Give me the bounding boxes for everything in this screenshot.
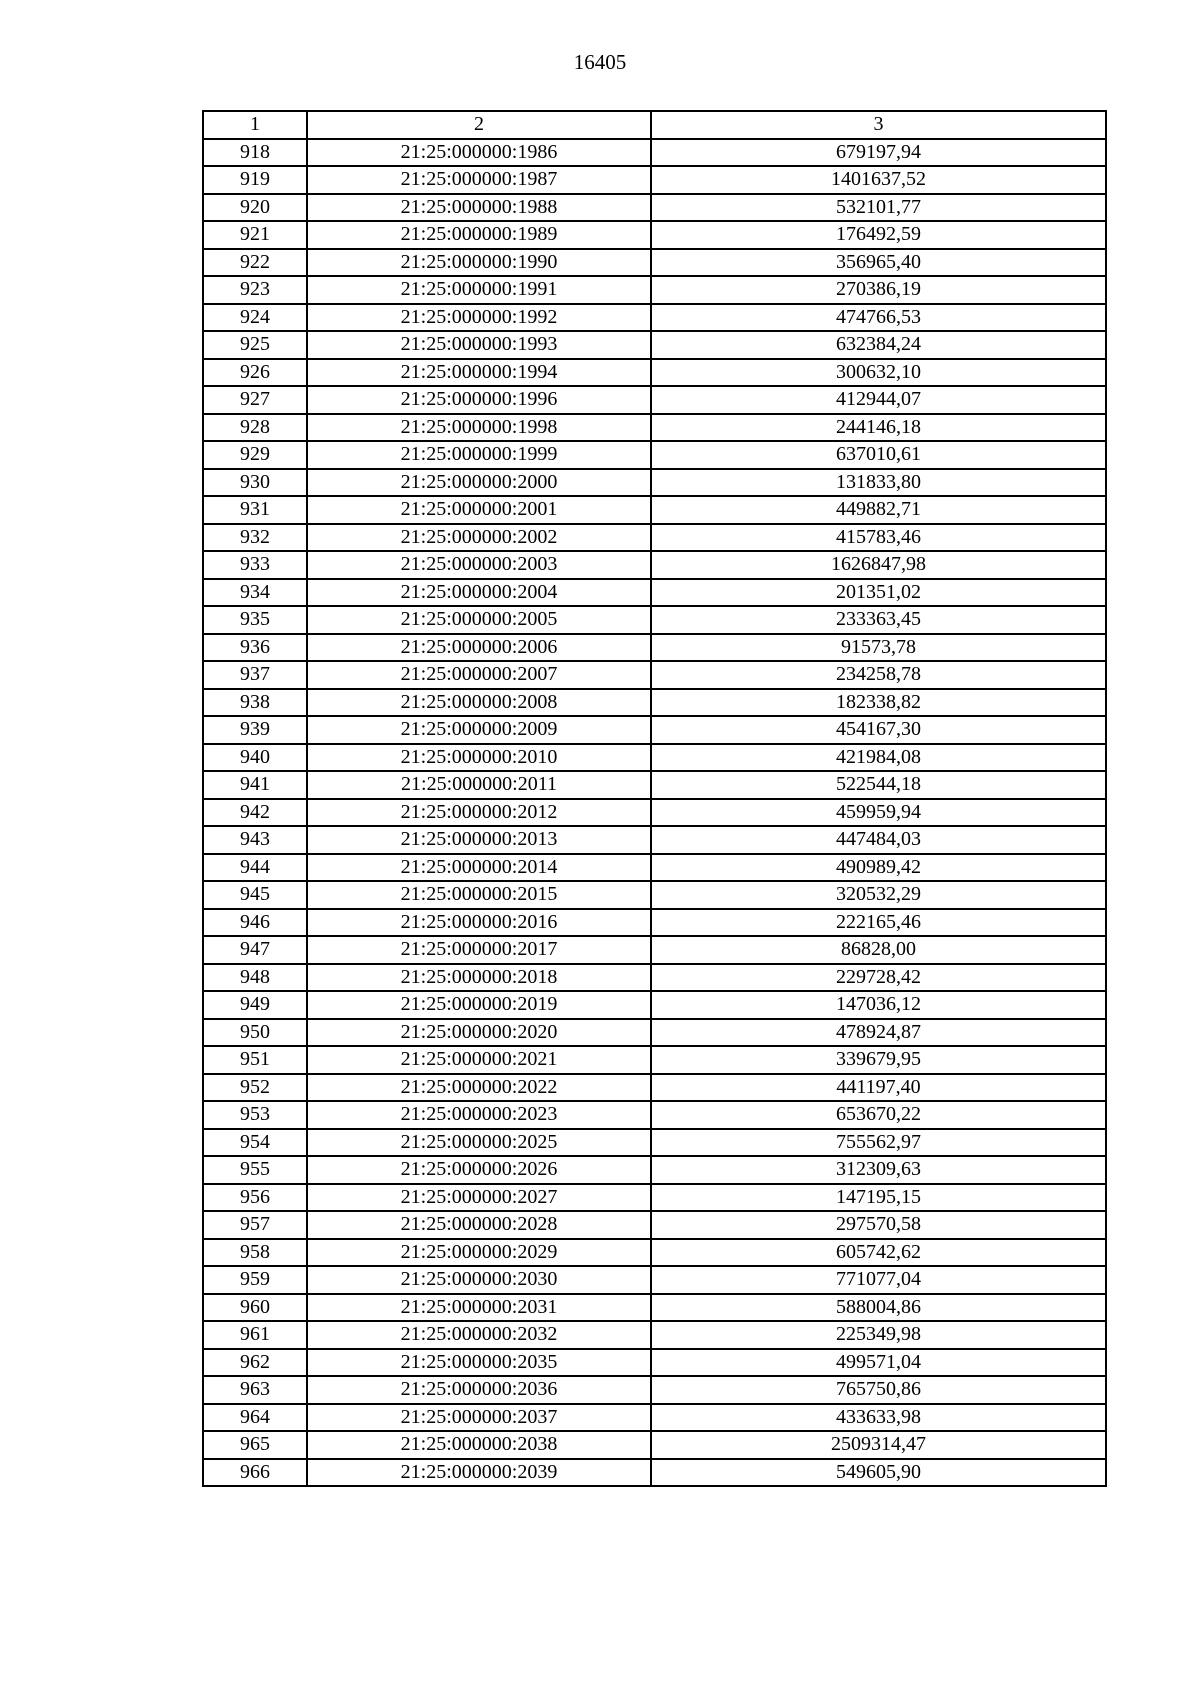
row-number-cell: 937 bbox=[203, 661, 307, 689]
value-cell: 679197,94 bbox=[651, 139, 1106, 167]
value-cell: 234258,78 bbox=[651, 661, 1106, 689]
cadastral-number-cell: 21:25:000000:2016 bbox=[307, 909, 651, 937]
cadastral-number-cell: 21:25:000000:1991 bbox=[307, 276, 651, 304]
table-row bbox=[203, 1431, 1106, 1459]
value-cell: 632384,24 bbox=[651, 331, 1106, 359]
table-row bbox=[203, 1046, 1106, 1074]
value-cell: 270386,19 bbox=[651, 276, 1106, 304]
cadastral-number-cell: 21:25:000000:2020 bbox=[307, 1019, 651, 1047]
table-row bbox=[203, 689, 1106, 717]
cadastral-number-cell: 21:25:000000:2015 bbox=[307, 881, 651, 909]
table-row bbox=[203, 826, 1106, 854]
table-row bbox=[203, 441, 1106, 469]
cadastral-number-cell: 21:25:000000:2013 bbox=[307, 826, 651, 854]
cadastral-number-cell: 21:25:000000:2003 bbox=[307, 551, 651, 579]
row-number-cell: 957 bbox=[203, 1211, 307, 1239]
value-cell: 449882,71 bbox=[651, 496, 1106, 524]
data-table bbox=[202, 110, 1107, 1487]
row-number-cell: 952 bbox=[203, 1074, 307, 1102]
cadastral-number-cell: 21:25:000000:1987 bbox=[307, 166, 651, 194]
table-row bbox=[203, 1321, 1106, 1349]
value-cell: 771077,04 bbox=[651, 1266, 1106, 1294]
cadastral-number-cell: 21:25:000000:2036 bbox=[307, 1376, 651, 1404]
value-cell: 415783,46 bbox=[651, 524, 1106, 552]
cadastral-number-cell: 21:25:000000:2031 bbox=[307, 1294, 651, 1322]
cadastral-number-cell: 21:25:000000:2010 bbox=[307, 744, 651, 772]
cadastral-number-cell: 21:25:000000:2025 bbox=[307, 1129, 651, 1157]
row-number-cell: 920 bbox=[203, 194, 307, 222]
table-row bbox=[203, 854, 1106, 882]
value-cell: 765750,86 bbox=[651, 1376, 1106, 1404]
cadastral-number-cell: 21:25:000000:2030 bbox=[307, 1266, 651, 1294]
row-number-cell: 939 bbox=[203, 716, 307, 744]
table-row bbox=[203, 469, 1106, 497]
value-cell: 474766,53 bbox=[651, 304, 1106, 332]
value-cell: 147036,12 bbox=[651, 991, 1106, 1019]
value-cell: 233363,45 bbox=[651, 606, 1106, 634]
row-number-cell: 950 bbox=[203, 1019, 307, 1047]
table-row bbox=[203, 331, 1106, 359]
value-cell: 499571,04 bbox=[651, 1349, 1106, 1377]
table-header-row bbox=[203, 111, 1106, 139]
row-number-cell: 940 bbox=[203, 744, 307, 772]
cadastral-number-cell: 21:25:000000:1996 bbox=[307, 386, 651, 414]
cadastral-number-cell: 21:25:000000:2007 bbox=[307, 661, 651, 689]
row-number-cell: 959 bbox=[203, 1266, 307, 1294]
cadastral-number-cell: 21:25:000000:2029 bbox=[307, 1239, 651, 1267]
row-number-cell: 928 bbox=[203, 414, 307, 442]
cadastral-number-cell: 21:25:000000:2038 bbox=[307, 1431, 651, 1459]
table-row bbox=[203, 304, 1106, 332]
row-number-cell: 953 bbox=[203, 1101, 307, 1129]
cadastral-number-cell: 21:25:000000:2039 bbox=[307, 1459, 651, 1487]
table-row bbox=[203, 1101, 1106, 1129]
row-number-cell: 919 bbox=[203, 166, 307, 194]
value-cell: 522544,18 bbox=[651, 771, 1106, 799]
value-cell: 412944,07 bbox=[651, 386, 1106, 414]
row-number-cell: 918 bbox=[203, 139, 307, 167]
table-header bbox=[203, 111, 1106, 139]
cadastral-number-cell: 21:25:000000:2009 bbox=[307, 716, 651, 744]
table-row bbox=[203, 496, 1106, 524]
value-cell: 637010,61 bbox=[651, 441, 1106, 469]
row-number-cell: 948 bbox=[203, 964, 307, 992]
table-row bbox=[203, 991, 1106, 1019]
cadastral-number-cell: 21:25:000000:1994 bbox=[307, 359, 651, 387]
value-cell: 421984,08 bbox=[651, 744, 1106, 772]
cadastral-number-cell: 21:25:000000:2019 bbox=[307, 991, 651, 1019]
cadastral-number-cell: 21:25:000000:2028 bbox=[307, 1211, 651, 1239]
row-number-cell: 965 bbox=[203, 1431, 307, 1459]
value-cell: 201351,02 bbox=[651, 579, 1106, 607]
row-number-cell: 933 bbox=[203, 551, 307, 579]
row-number-cell: 943 bbox=[203, 826, 307, 854]
cadastral-number-cell: 21:25:000000:2022 bbox=[307, 1074, 651, 1102]
row-number-cell: 954 bbox=[203, 1129, 307, 1157]
column-header-1: 1 bbox=[203, 111, 307, 139]
value-cell: 447484,03 bbox=[651, 826, 1106, 854]
cadastral-number-cell: 21:25:000000:2011 bbox=[307, 771, 651, 799]
row-number-cell: 929 bbox=[203, 441, 307, 469]
cadastral-number-cell: 21:25:000000:2001 bbox=[307, 496, 651, 524]
value-cell: 300632,10 bbox=[651, 359, 1106, 387]
cadastral-number-cell: 21:25:000000:2027 bbox=[307, 1184, 651, 1212]
value-cell: 222165,46 bbox=[651, 909, 1106, 937]
row-number-cell: 961 bbox=[203, 1321, 307, 1349]
table-row bbox=[203, 1019, 1106, 1047]
table-row bbox=[203, 524, 1106, 552]
table-row bbox=[203, 276, 1106, 304]
table-row bbox=[203, 1459, 1106, 1487]
value-cell: 320532,29 bbox=[651, 881, 1106, 909]
cadastral-number-cell: 21:25:000000:2021 bbox=[307, 1046, 651, 1074]
table-row bbox=[203, 414, 1106, 442]
table-row bbox=[203, 771, 1106, 799]
row-number-cell: 964 bbox=[203, 1404, 307, 1432]
value-cell: 433633,98 bbox=[651, 1404, 1106, 1432]
table-row bbox=[203, 1294, 1106, 1322]
cadastral-number-cell: 21:25:000000:2037 bbox=[307, 1404, 651, 1432]
row-number-cell: 935 bbox=[203, 606, 307, 634]
row-number-cell: 926 bbox=[203, 359, 307, 387]
value-cell: 225349,98 bbox=[651, 1321, 1106, 1349]
row-number-cell: 951 bbox=[203, 1046, 307, 1074]
row-number-cell: 966 bbox=[203, 1459, 307, 1487]
value-cell: 2509314,47 bbox=[651, 1431, 1106, 1459]
table-row bbox=[203, 1266, 1106, 1294]
value-cell: 588004,86 bbox=[651, 1294, 1106, 1322]
row-number-cell: 962 bbox=[203, 1349, 307, 1377]
cadastral-number-cell: 21:25:000000:2018 bbox=[307, 964, 651, 992]
table-row bbox=[203, 1349, 1106, 1377]
value-cell: 1626847,98 bbox=[651, 551, 1106, 579]
table-row bbox=[203, 1404, 1106, 1432]
value-cell: 244146,18 bbox=[651, 414, 1106, 442]
cadastral-number-cell: 21:25:000000:2012 bbox=[307, 799, 651, 827]
value-cell: 1401637,52 bbox=[651, 166, 1106, 194]
table-row bbox=[203, 1211, 1106, 1239]
table-row bbox=[203, 221, 1106, 249]
value-cell: 605742,62 bbox=[651, 1239, 1106, 1267]
row-number-cell: 921 bbox=[203, 221, 307, 249]
row-number-cell: 922 bbox=[203, 249, 307, 277]
cadastral-number-cell: 21:25:000000:2006 bbox=[307, 634, 651, 662]
value-cell: 229728,42 bbox=[651, 964, 1106, 992]
row-number-cell: 958 bbox=[203, 1239, 307, 1267]
row-number-cell: 960 bbox=[203, 1294, 307, 1322]
cadastral-number-cell: 21:25:000000:2005 bbox=[307, 606, 651, 634]
row-number-cell: 941 bbox=[203, 771, 307, 799]
row-number-cell: 931 bbox=[203, 496, 307, 524]
row-number-cell: 923 bbox=[203, 276, 307, 304]
value-cell: 459959,94 bbox=[651, 799, 1106, 827]
value-cell: 441197,40 bbox=[651, 1074, 1106, 1102]
table-row bbox=[203, 1239, 1106, 1267]
table-row bbox=[203, 744, 1106, 772]
cadastral-number-cell: 21:25:000000:1986 bbox=[307, 139, 651, 167]
row-number-cell: 924 bbox=[203, 304, 307, 332]
table-row bbox=[203, 551, 1106, 579]
cadastral-number-cell: 21:25:000000:1998 bbox=[307, 414, 651, 442]
cadastral-number-cell: 21:25:000000:2002 bbox=[307, 524, 651, 552]
value-cell: 176492,59 bbox=[651, 221, 1106, 249]
table-row bbox=[203, 1156, 1106, 1184]
cadastral-number-cell: 21:25:000000:2017 bbox=[307, 936, 651, 964]
value-cell: 339679,95 bbox=[651, 1046, 1106, 1074]
value-cell: 490989,42 bbox=[651, 854, 1106, 882]
value-cell: 312309,63 bbox=[651, 1156, 1106, 1184]
value-cell: 182338,82 bbox=[651, 689, 1106, 717]
value-cell: 532101,77 bbox=[651, 194, 1106, 222]
table-row bbox=[203, 579, 1106, 607]
column-header-2: 2 bbox=[307, 111, 651, 139]
cadastral-number-cell: 21:25:000000:2026 bbox=[307, 1156, 651, 1184]
table-row bbox=[203, 716, 1106, 744]
table-row bbox=[203, 139, 1106, 167]
cadastral-number-cell: 21:25:000000:2032 bbox=[307, 1321, 651, 1349]
row-number-cell: 949 bbox=[203, 991, 307, 1019]
value-cell: 131833,80 bbox=[651, 469, 1106, 497]
row-number-cell: 942 bbox=[203, 799, 307, 827]
value-cell: 755562,97 bbox=[651, 1129, 1106, 1157]
table-row bbox=[203, 386, 1106, 414]
table-row bbox=[203, 881, 1106, 909]
value-cell: 86828,00 bbox=[651, 936, 1106, 964]
table-row bbox=[203, 964, 1106, 992]
row-number-cell: 930 bbox=[203, 469, 307, 497]
row-number-cell: 963 bbox=[203, 1376, 307, 1404]
table-row bbox=[203, 606, 1106, 634]
cadastral-number-cell: 21:25:000000:1989 bbox=[307, 221, 651, 249]
table-row bbox=[203, 1184, 1106, 1212]
page-number: 16405 bbox=[573, 50, 627, 74]
cadastral-number-cell: 21:25:000000:1993 bbox=[307, 331, 651, 359]
cadastral-number-cell: 21:25:000000:2014 bbox=[307, 854, 651, 882]
value-cell: 91573,78 bbox=[651, 634, 1106, 662]
value-cell: 478924,87 bbox=[651, 1019, 1106, 1047]
cadastral-number-cell: 21:25:000000:1990 bbox=[307, 249, 651, 277]
row-number-cell: 947 bbox=[203, 936, 307, 964]
table-row bbox=[203, 359, 1106, 387]
cadastral-number-cell: 21:25:000000:2008 bbox=[307, 689, 651, 717]
table-row bbox=[203, 1376, 1106, 1404]
value-cell: 147195,15 bbox=[651, 1184, 1106, 1212]
value-cell: 454167,30 bbox=[651, 716, 1106, 744]
row-number-cell: 944 bbox=[203, 854, 307, 882]
row-number-cell: 932 bbox=[203, 524, 307, 552]
row-number-cell: 938 bbox=[203, 689, 307, 717]
table-row bbox=[203, 249, 1106, 277]
table-row bbox=[203, 634, 1106, 662]
table-row bbox=[203, 194, 1106, 222]
row-number-cell: 927 bbox=[203, 386, 307, 414]
table-row bbox=[203, 799, 1106, 827]
table-row bbox=[203, 909, 1106, 937]
row-number-cell: 936 bbox=[203, 634, 307, 662]
value-cell: 356965,40 bbox=[651, 249, 1106, 277]
table-row bbox=[203, 661, 1106, 689]
value-cell: 297570,58 bbox=[651, 1211, 1106, 1239]
row-number-cell: 934 bbox=[203, 579, 307, 607]
column-header-3: 3 bbox=[651, 111, 1106, 139]
cadastral-number-cell: 21:25:000000:2023 bbox=[307, 1101, 651, 1129]
cadastral-number-cell: 21:25:000000:2035 bbox=[307, 1349, 651, 1377]
row-number-cell: 925 bbox=[203, 331, 307, 359]
value-cell: 549605,90 bbox=[651, 1459, 1106, 1487]
value-cell: 653670,22 bbox=[651, 1101, 1106, 1129]
cadastral-number-cell: 21:25:000000:1988 bbox=[307, 194, 651, 222]
table-row bbox=[203, 1129, 1106, 1157]
table-body bbox=[203, 139, 1106, 1487]
cadastral-number-cell: 21:25:000000:2004 bbox=[307, 579, 651, 607]
table-row bbox=[203, 936, 1106, 964]
table-row bbox=[203, 166, 1106, 194]
table-row bbox=[203, 1074, 1106, 1102]
cadastral-number-cell: 21:25:000000:1992 bbox=[307, 304, 651, 332]
cadastral-number-cell: 21:25:000000:2000 bbox=[307, 469, 651, 497]
row-number-cell: 945 bbox=[203, 881, 307, 909]
row-number-cell: 946 bbox=[203, 909, 307, 937]
cadastral-number-cell: 21:25:000000:1999 bbox=[307, 441, 651, 469]
row-number-cell: 955 bbox=[203, 1156, 307, 1184]
row-number-cell: 956 bbox=[203, 1184, 307, 1212]
